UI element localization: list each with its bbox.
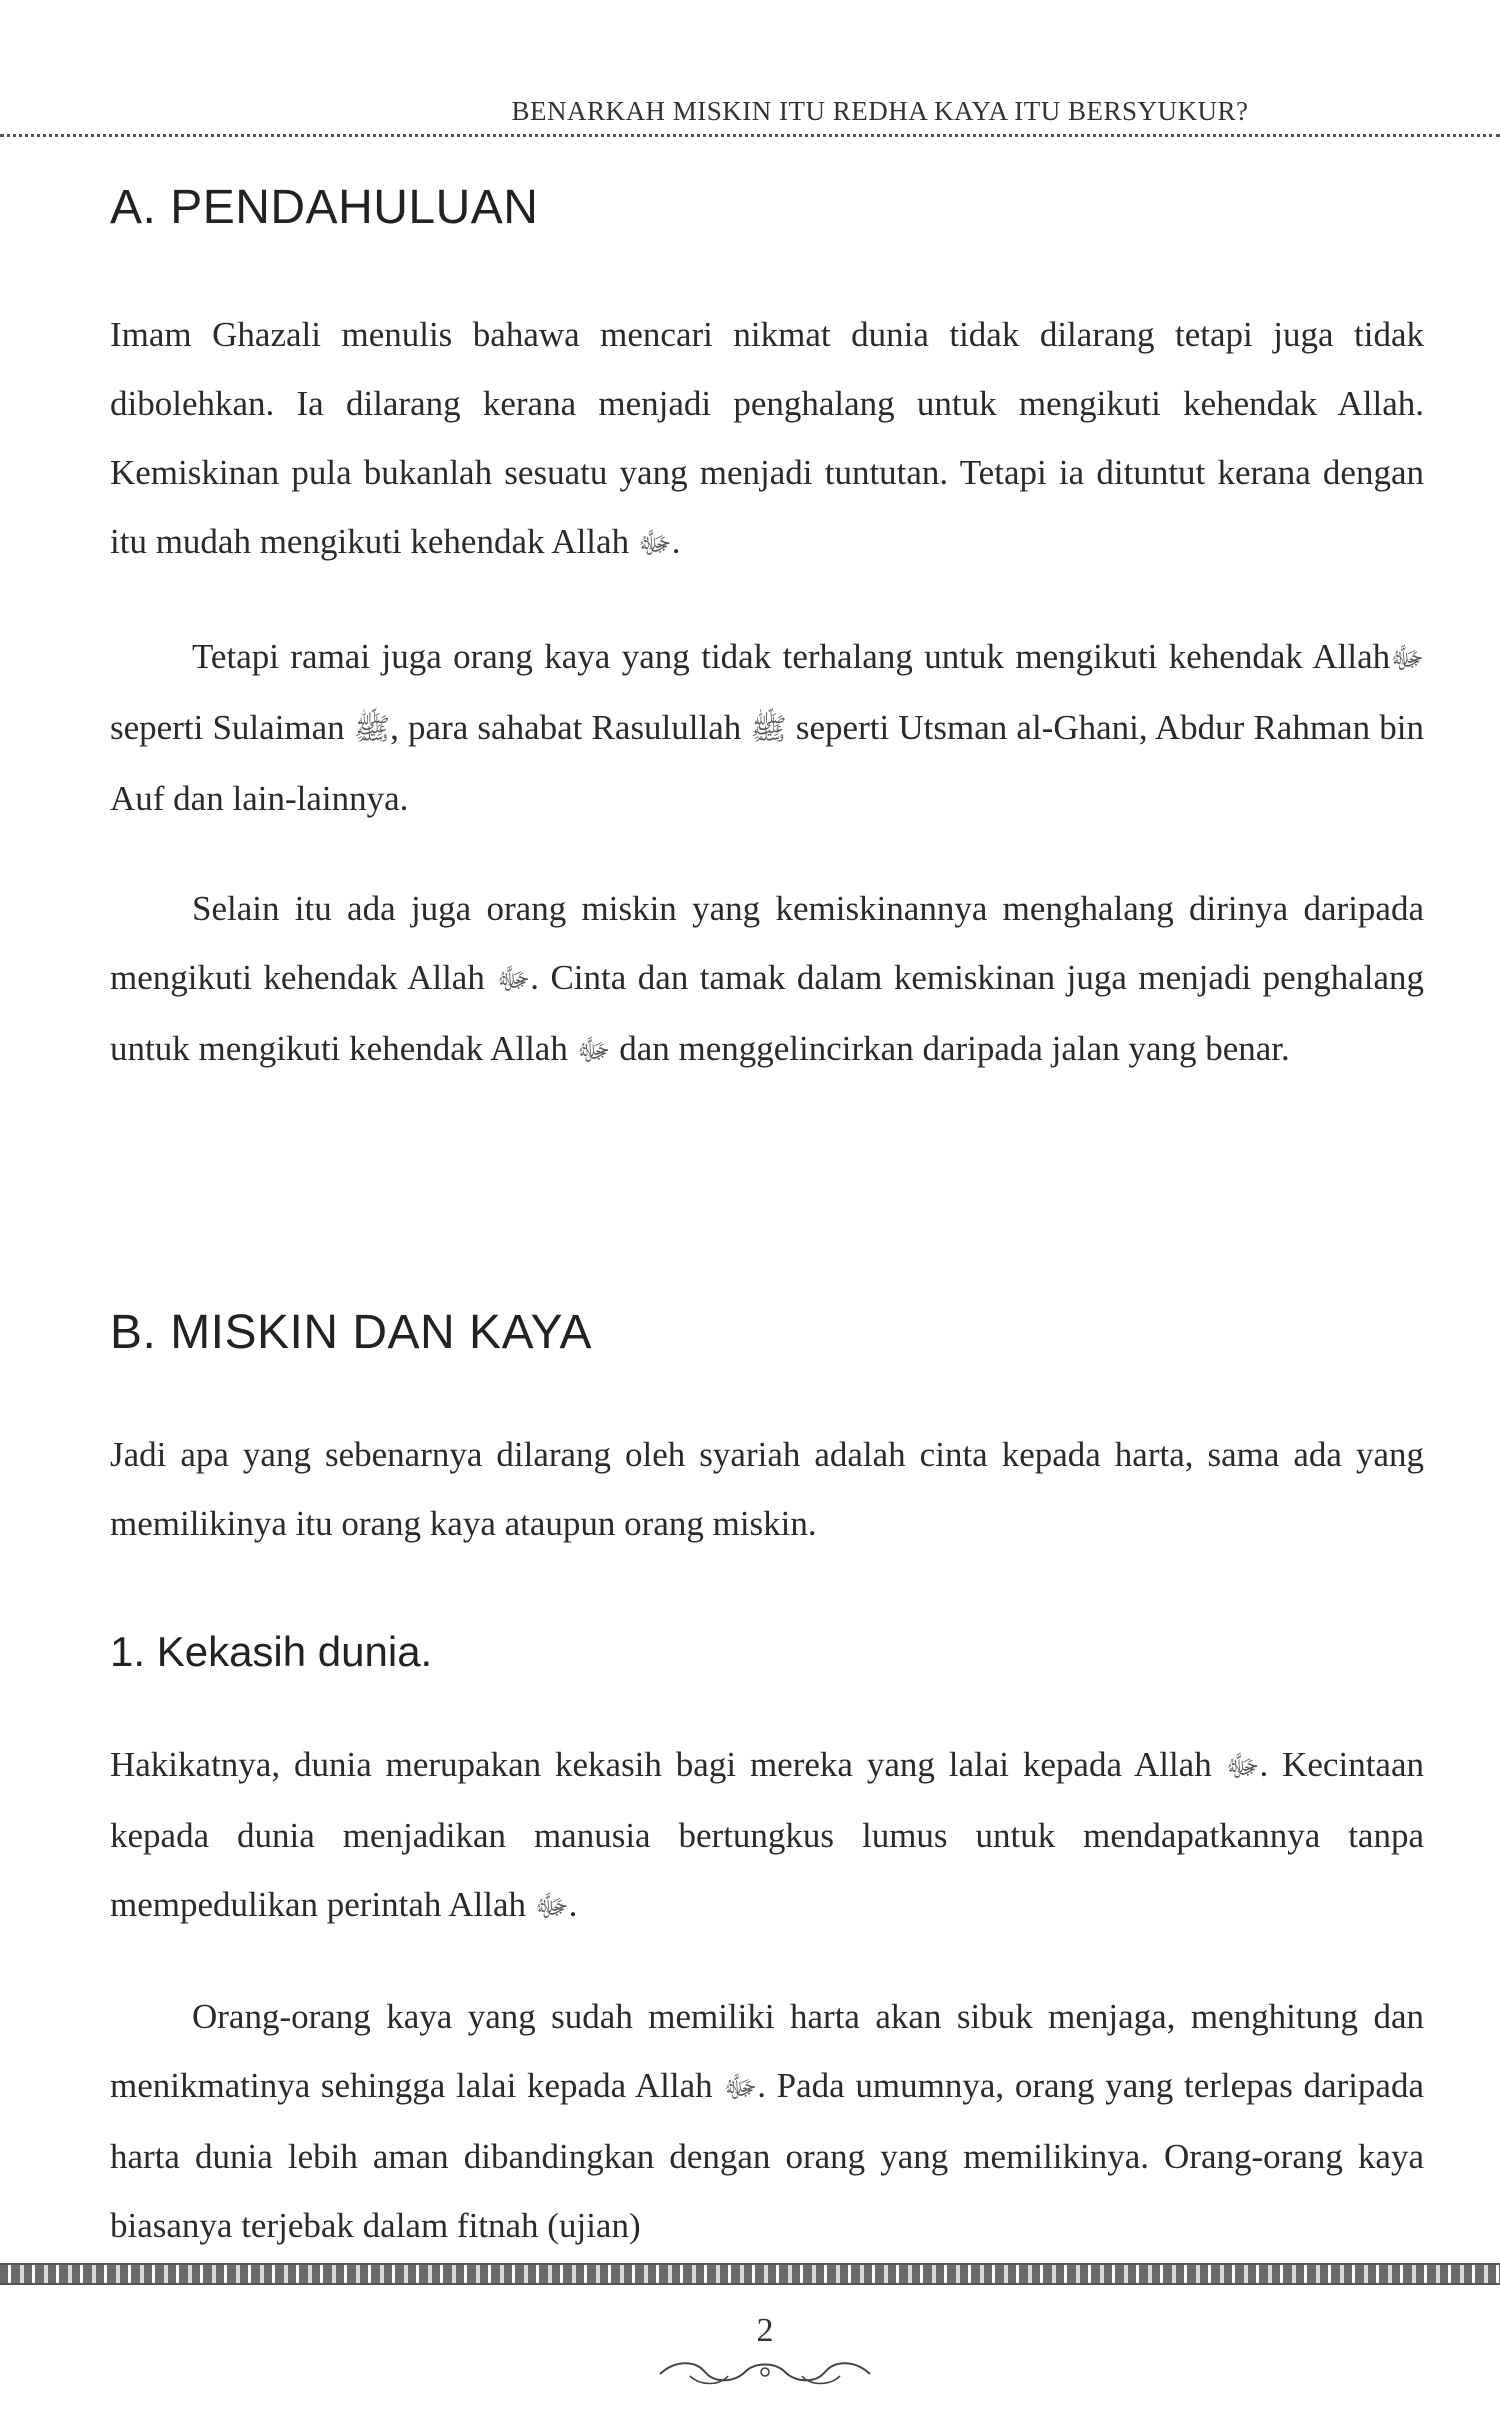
page-number: 2 (756, 2312, 774, 2349)
radhiallahu-honorific-icon: ﷺ (750, 713, 787, 746)
allah-honorific-icon: ﷻ (723, 2071, 758, 2104)
section-a-p2-b: seperti Sulaiman (110, 708, 354, 747)
allah-honorific-icon: ﷻ (1390, 642, 1424, 675)
allah-honorific-icon: ﷻ (496, 963, 531, 996)
section-a-p1-text: Imam Ghazali menulis bahawa mencari nikmat dunia tidak dilarang tetapi juga tidak dibolehkan. Ia dilarang kerana menjadi penghalang untuk mengikuti kehendak Allah. Kemiskinan pula bukanlah sesuatu yang menjadi tuntutan. Tetapi ia dituntut kerana dengan itu mudah mengikuti kehendak Allah (110, 315, 1424, 561)
section-b-paragraph-1: Jadi apa yang sebenarnya dilarang oleh syariah adalah cinta kepada harta, sama ada yang memilikinya itu orang kaya ataupun orang miskin. (110, 1435, 1424, 1543)
section-a-p3-a: Selain itu ada juga orang miskin yang kemiskinannya menghalang dirinya daripada mengikuti kehendak Allah (110, 889, 1424, 997)
section-a-paragraph-3 (110, 874, 1424, 1085)
section-b-paragraph-2 (110, 1730, 1424, 1941)
header-divider (0, 134, 1500, 137)
section-b-p3-a: Orang-orang kaya yang sudah memiliki harta akan sibuk menjaga, menghitung dan menikmatinya sehingga lalai kepada Allah (110, 1997, 1424, 2105)
section-a-paragraph-1 (110, 300, 1424, 578)
section-a-p2-d: seperti Utsman al-Ghani, Abdur Rahman bin Auf dan lain-lainnya. (110, 708, 1424, 818)
allah-honorific-icon: ﷻ (534, 1890, 569, 1923)
running-header: BENARKAH MISKIN ITU REDHA KAYA ITU BERSYUKUR? (511, 96, 1249, 126)
section-b-paragraph-3 (110, 1982, 1424, 2260)
section-a-p2-a: Tetapi ramai juga orang kaya yang tidak terhalang untuk mengikuti kehendak Allah (192, 637, 1391, 676)
section-a-p1-end: . (671, 522, 681, 561)
section-a-p2-c: , para sahabat Rasulullah (390, 708, 751, 747)
allah-honorific-icon: ﷻ (1225, 1750, 1260, 1783)
section-b-heading: B. MISKIN DAN KAYA (110, 1306, 592, 1359)
section-b-p3-b: . Pada umumnya, orang yang terlepas daripada harta dunia lebih aman dibandingkan dengan orang yang memilikinya. Orang-orang kaya biasanya terjebak dalam fitnah (ujian) (110, 2066, 1424, 2245)
allah-honorific-icon: ﷻ (637, 527, 672, 560)
section-a-heading: A. PENDAHULUAN (110, 181, 539, 234)
section-b-p2-a: Hakikatnya, dunia merupakan kekasih bagi mereka yang lalai kepada Allah (110, 1745, 1226, 1784)
section-b-p2-b: . Kecintaan kepada dunia menjadikan manusia bertungkus lumus untuk mendapatkannya tanpa mempedulikan perintah Allah (110, 1745, 1424, 1924)
section-b-p2-c: . (568, 1885, 578, 1924)
section-a-p3-b: . Cinta dan tamak dalam kemiskinan juga menjadi penghalang untuk mengikuti kehendak Allah (110, 958, 1424, 1068)
alaihissalam-honorific-icon: ﷺ (353, 713, 391, 746)
subsection-1-heading: 1. Kekasih dunia. (110, 1628, 433, 1675)
footer-ornamental-band (0, 2263, 1500, 2285)
flourish-ornament-icon (650, 2352, 880, 2392)
section-a-paragraph-2 (110, 622, 1424, 833)
allah-honorific-icon: ﷻ (576, 1034, 611, 1067)
section-a-p3-c: dan menggelincirkan daripada jalan yang benar. (610, 1029, 1290, 1068)
